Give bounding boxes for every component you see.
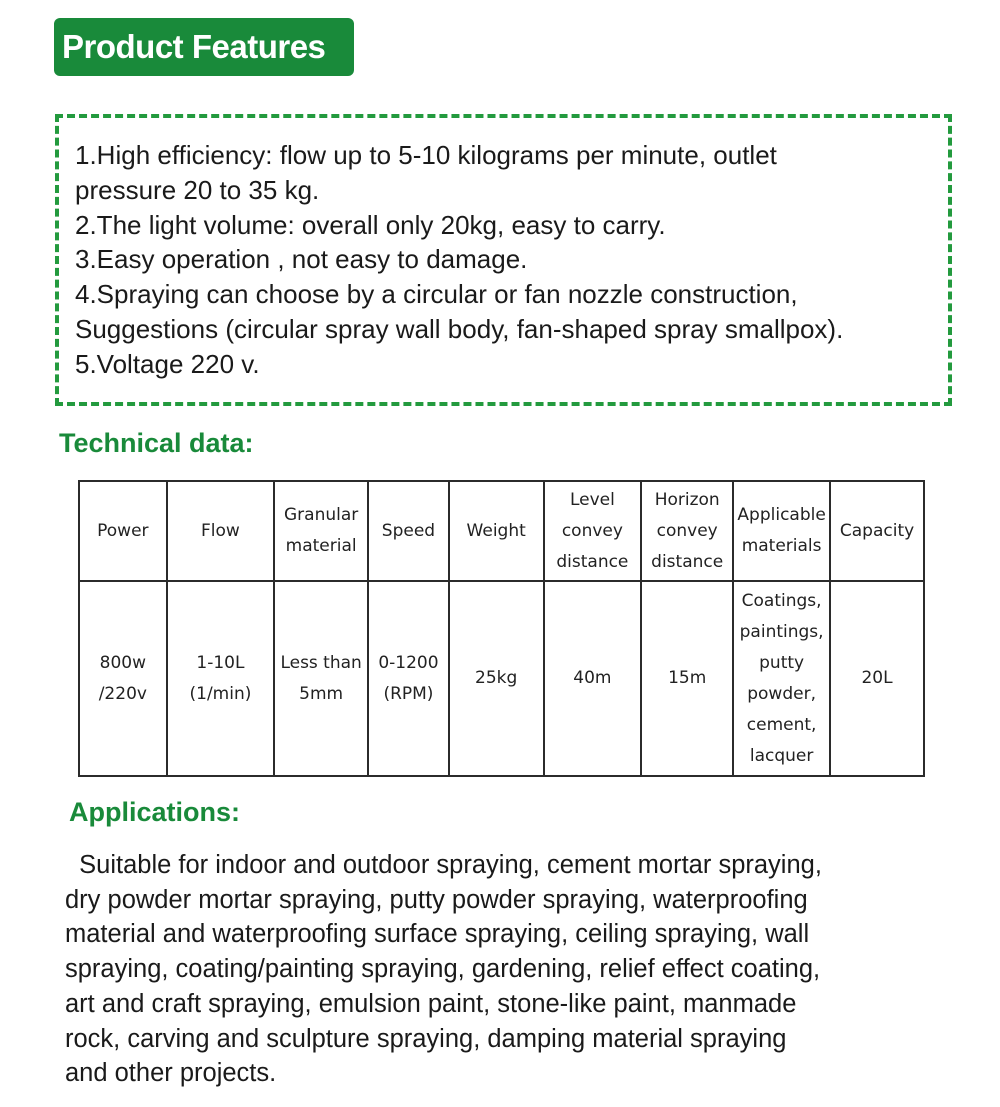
table-cell-text: 1-10L [196, 652, 245, 673]
table-header-cell [733, 481, 830, 581]
table-cell [544, 581, 642, 776]
table-header-cell [79, 481, 167, 581]
table-cell [733, 581, 830, 776]
table-header-cell-text: Applicable [737, 505, 826, 525]
table-cell-text: (1/min) [189, 683, 252, 704]
table-cell-text: 0-1200 [378, 652, 439, 673]
table-cell [641, 581, 733, 776]
table-cell-text: cement, [746, 714, 817, 735]
table-header-cell-text: Flow [201, 520, 240, 541]
product-features-title: Product Features [62, 28, 326, 65]
table-cell-text: 20L [861, 668, 893, 688]
table-header-cell [368, 481, 449, 581]
table-row [79, 581, 924, 776]
applications-line: rock, carving and sculpture spraying, damping material spraying [65, 1024, 787, 1053]
applications-line: spraying, coating/painting spraying, gardening, relief effect coating, [65, 955, 821, 984]
feature-line: 4.Spraying can choose by a circular or fan nozzle construction, [75, 279, 798, 310]
applications-line: Suitable for indoor and outdoor spraying, cement mortar spraying, [65, 851, 822, 879]
applications-paragraph [65, 848, 970, 1091]
table-cell-text: /220v [98, 683, 147, 704]
table-cell-text: paintings, [739, 621, 824, 642]
table-cell-text: Coatings, [741, 590, 822, 611]
table-cell [368, 581, 449, 776]
table-header-cell-text: Level [569, 489, 615, 510]
features-list [75, 138, 955, 382]
table-cell [830, 581, 924, 776]
feature-line: 2.The light volume: overall only 20kg, easy to carry. [75, 209, 666, 240]
table-header-cell [830, 481, 924, 581]
table-cell-text: 40m [573, 668, 612, 688]
table-header-cell-text: Granular [284, 505, 359, 525]
table-cell-text: 15m [668, 668, 707, 688]
applications-line: and other projects. [65, 1059, 277, 1088]
table-header-cell-text: distance [651, 551, 724, 572]
applications-line: art and craft spraying, emulsion paint, stone-like paint, manmade [65, 989, 797, 1018]
table-header-cell-text: Capacity [839, 520, 915, 541]
table-header-cell-text: material [285, 536, 357, 556]
feature-line: 5.Voltage 220 v. [75, 348, 260, 379]
table-header-cell-text: convey [561, 520, 623, 541]
applications-line: material and waterproofing surface spraying, ceiling spraying, wall [65, 920, 810, 949]
table-cell-text: (RPM) [383, 683, 434, 704]
feature-line: 3.Easy operation , not easy to damage. [75, 244, 528, 275]
table-header-cell [641, 481, 733, 581]
feature-line: Suggestions (circular spray wall body, fan-shaped spray smallpox). [75, 313, 844, 344]
table-header-cell-text: distance [556, 551, 629, 572]
table-cell [167, 581, 275, 776]
table-header-cell-text: materials [741, 536, 822, 556]
table-cell-text: powder, [747, 683, 816, 704]
table-cell [79, 581, 167, 776]
feature-line: 1.High efficiency: flow up to 5-10 kilograms per minute, outlet [75, 140, 777, 170]
table-header-cell-text: Horizon [654, 489, 720, 510]
table-header-cell [274, 481, 368, 581]
technical-data-heading: Technical data: [59, 428, 254, 458]
table-header-row [79, 481, 924, 581]
table-cell-text: 25kg [475, 668, 518, 688]
table-header-cell-text: Weight [466, 520, 526, 541]
table-header-cell-text: convey [656, 520, 718, 541]
table-cell-text: Less than [280, 652, 362, 673]
table-header-cell [167, 481, 275, 581]
table-cell [274, 581, 368, 776]
table-cell-text: 5mm [299, 683, 344, 704]
applications-heading: Applications: [69, 797, 241, 827]
table-cell-text: lacquer [749, 745, 814, 766]
table-header-cell [449, 481, 544, 581]
table-cell-text: 800w [99, 652, 146, 673]
table-cell [449, 581, 544, 776]
table-header-cell-text: Speed [381, 520, 436, 541]
feature-line: pressure 20 to 35 kg. [75, 174, 320, 205]
applications-line: dry powder mortar spraying, putty powder spraying, waterproofing [65, 885, 808, 914]
table-header-cell [544, 481, 642, 581]
product-features-badge [54, 18, 354, 76]
technical-data-table [78, 480, 925, 777]
table-cell-text: putty [759, 652, 805, 673]
table-header-cell-text: Power [97, 520, 149, 541]
